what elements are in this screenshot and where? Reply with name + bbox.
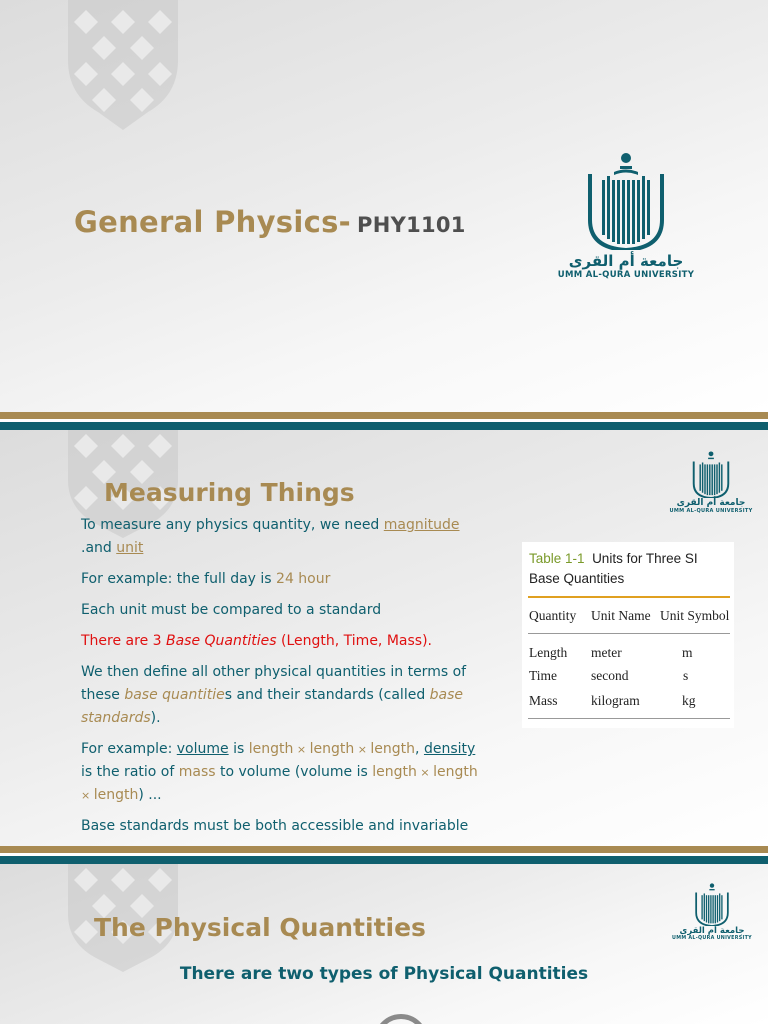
slide-heading: The Physical Quantities [94, 913, 426, 942]
text-run: We then define all other physical quantities in terms of these [81, 664, 467, 703]
times-symbol: × [293, 743, 310, 756]
logo-arabic-text: جامعة أم القرى [568, 252, 684, 270]
title-slide [0, 0, 768, 412]
university-logo [668, 450, 754, 514]
term-mass: mass [178, 764, 216, 780]
term-length: length [370, 741, 416, 757]
gold-stripe [0, 412, 768, 419]
term-unit: unit [116, 540, 144, 556]
term-length: length [309, 741, 355, 757]
term-length: length [372, 764, 417, 780]
logo-arabic-text: جامعة أم القرى [676, 498, 746, 508]
table-cell: Length [529, 645, 568, 660]
term-base-quantities: base quantitie [124, 687, 225, 703]
table-cell: m [682, 645, 693, 660]
term-magnitude: magnitude [383, 517, 460, 533]
text-run: For example: the full day is [81, 571, 277, 587]
table-bottom-rule [528, 718, 730, 719]
text-run: For example: [81, 741, 177, 757]
text-run: To measure any physics quantity, we need [81, 517, 384, 533]
times-symbol: × [354, 743, 371, 756]
text-run: is the ratio of [81, 764, 179, 780]
paragraph-volume-density [81, 738, 481, 807]
teal-stripe [0, 856, 768, 864]
slide-body [81, 514, 481, 838]
text-run: s and their standards (called [224, 687, 430, 703]
term-base-standards: base standards [81, 687, 464, 726]
table-top-rule [528, 596, 730, 598]
university-emblem-icon [672, 882, 752, 926]
logo-english-text: UMM AL-QURA UNIVERSITY [669, 508, 753, 514]
gold-stripe [0, 846, 768, 853]
table-label: Table 1-1 [529, 551, 585, 566]
paragraph-define [81, 661, 481, 730]
logo-english-text: UMM AL-QURA UNIVERSITY [557, 270, 695, 280]
slide-heading: Measuring Things [104, 478, 355, 507]
text-run: There are 3 [81, 633, 166, 649]
decorative-circle [374, 1014, 428, 1024]
university-logo [672, 882, 752, 941]
table-header-unit-name: Unit Name [591, 608, 651, 623]
table-title-line1: Units for Three SI [592, 551, 698, 566]
text-run: ) ... [138, 787, 162, 803]
term-density: density [423, 741, 476, 757]
university-emblem-icon [668, 450, 754, 498]
text-run: (Length, Time, Mass). [276, 633, 432, 649]
paragraph-magnitude-unit [81, 514, 481, 560]
table-cell: kilogram [591, 693, 640, 708]
text-run: ). [150, 710, 161, 726]
text-run: is [228, 741, 249, 757]
table-cell: Time [529, 668, 558, 683]
text-run: .and [81, 540, 117, 556]
decorative-pattern [68, 0, 178, 135]
si-units-table [522, 542, 734, 728]
presentation-title [74, 205, 466, 239]
times-symbol: × [81, 789, 94, 802]
table-header-unit-symbol: Unit Symbol [660, 608, 730, 623]
table-cell: meter [591, 645, 622, 660]
value-24-hour: 24 hour [276, 571, 331, 587]
paragraph-accessible: Base standards must be both accessible and invariable [81, 818, 469, 834]
teal-stripe [0, 422, 768, 430]
title-text: General Physics- [74, 205, 351, 239]
physical-quantities-slide [0, 864, 768, 1024]
table-cell: Mass [529, 693, 558, 708]
text-run: , [415, 741, 424, 757]
paragraph-standard: Each unit must be compared to a standard [81, 602, 382, 618]
table-header-quantity: Quantity [529, 608, 577, 623]
term-base-quantities: Base Quantities [166, 633, 277, 649]
university-logo [556, 150, 696, 280]
term-volume: volume [176, 741, 229, 757]
paragraph-base-quantities [81, 630, 481, 653]
university-emblem-icon [556, 150, 696, 250]
table-header-rule [528, 633, 730, 634]
times-symbol: × [416, 766, 434, 779]
table-caption [529, 549, 698, 589]
slide-subheading: There are two types of Physical Quantities [179, 964, 589, 984]
table-title-line2: Base Quantities [529, 571, 625, 586]
term-length: length [433, 764, 478, 780]
course-code: PHY1101 [357, 213, 466, 237]
logo-arabic-text: جامعة أم القرى [679, 926, 745, 936]
paragraph-example-day [81, 568, 481, 591]
logo-english-text: UMM AL-QURA UNIVERSITY [672, 936, 752, 941]
term-length: length [93, 787, 139, 803]
text-run: to volume (volume is [215, 764, 373, 780]
table-cell: kg [682, 693, 696, 708]
term-length: length [248, 741, 294, 757]
table-cell: s [683, 668, 689, 683]
table-cell: second [591, 668, 629, 683]
